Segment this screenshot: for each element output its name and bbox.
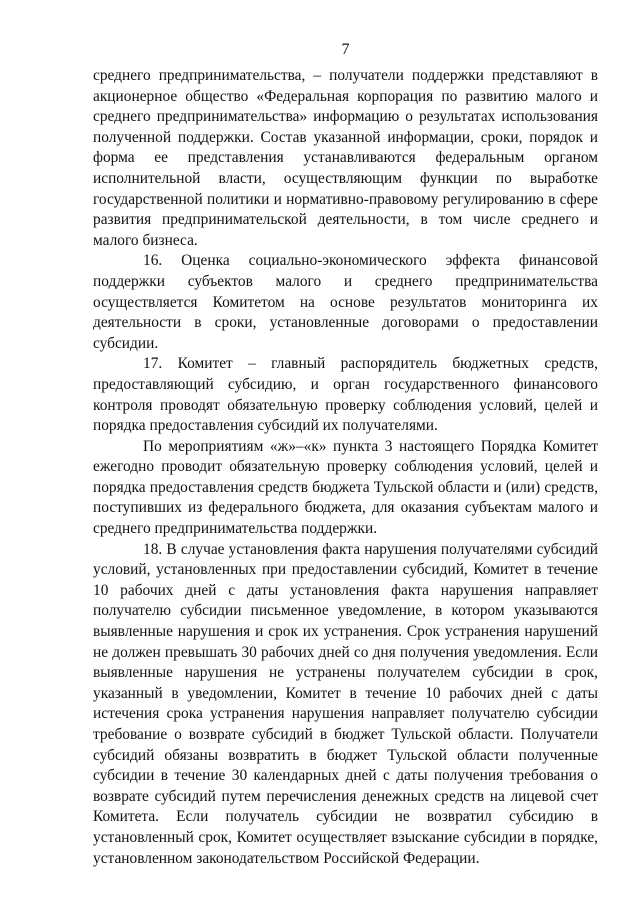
paragraph-17-measures: По мероприятиям «ж»–«к» пункта 3 настоящего Порядка Комитет ежегодно проводит обязательную проверку соблюдения условий, целей и порядка предоставления средств бюджета Тульской области и (или) средств, поступивших из федерального бюджета, для оказания субъектам малого и среднего предпринимательства поддержки. [93,437,598,538]
page-number: 7 [341,41,350,58]
paragraph-18: 18. В случае установления факта нарушения получателями субсидий условий, установленных при предоставлении субсидий, Комитет в течение 10 рабочих дней с даты установления факта нарушения направляет получателю субсидии письменное уведомление, в котором указываются выявленные нарушения и срок их устранения. Срок устранения нарушений не должен превышать 30 рабочих дней со дня получения уведомления. Если выявленные нарушения не устранены получателем субсидии в срок, указанный в уведомлении, Комитет в течение 10 рабочих дней с даты истечения срока устранения нарушения направляет получателю субсидии требование о возврате субсидий в бюджет Тульской области. Получатели субсидий обязаны возвратить в бюджет Тульской области полученные субсидии в течение 30 календарных дней с даты получения требования о возврате субсидий путем перечисления денежных средств на лицевой счет Комитета. Если получатель субсидии не возвратил субсидию в установленный срок, Комитет осуществляет взыскание субсидии в порядке, установленном законодательством Российской Федерации. [93,540,598,867]
paragraph-16: 16. Оценка социально-экономического эффекта финансовой поддержки субъектов малого и среднего предпринимательства осуществляется Комитетом на основе результатов мониторинга их деятельности в сроки, установленные договорами о предоставлении субсидии. [93,252,598,352]
paragraph-17: 17. Комитет – главный распорядитель бюджетных средств, предоставляющий субсидию, и орган государственного финансового контроля проводят обязательную проверку соблюдения условий, целей и порядка предоставления субсидий их получателями. [93,355,598,435]
paragraph-continuation: среднего предпринимательства, – получатели поддержки представляют в акционерное общество «Федеральная корпорация по развитию малого и среднего предпринимательства» информацию о результатах использования полученной поддержки. Состав указанной информации, сроки, порядок и форма ее представления устанавливаются федеральным органом исполнительной власти, осуществляющим функции по выработке государственной политики и нормативно-правовому регулированию в сфере развития предпринимательской деятельности, в том числе среднего и малого бизнеса. [93,67,598,249]
